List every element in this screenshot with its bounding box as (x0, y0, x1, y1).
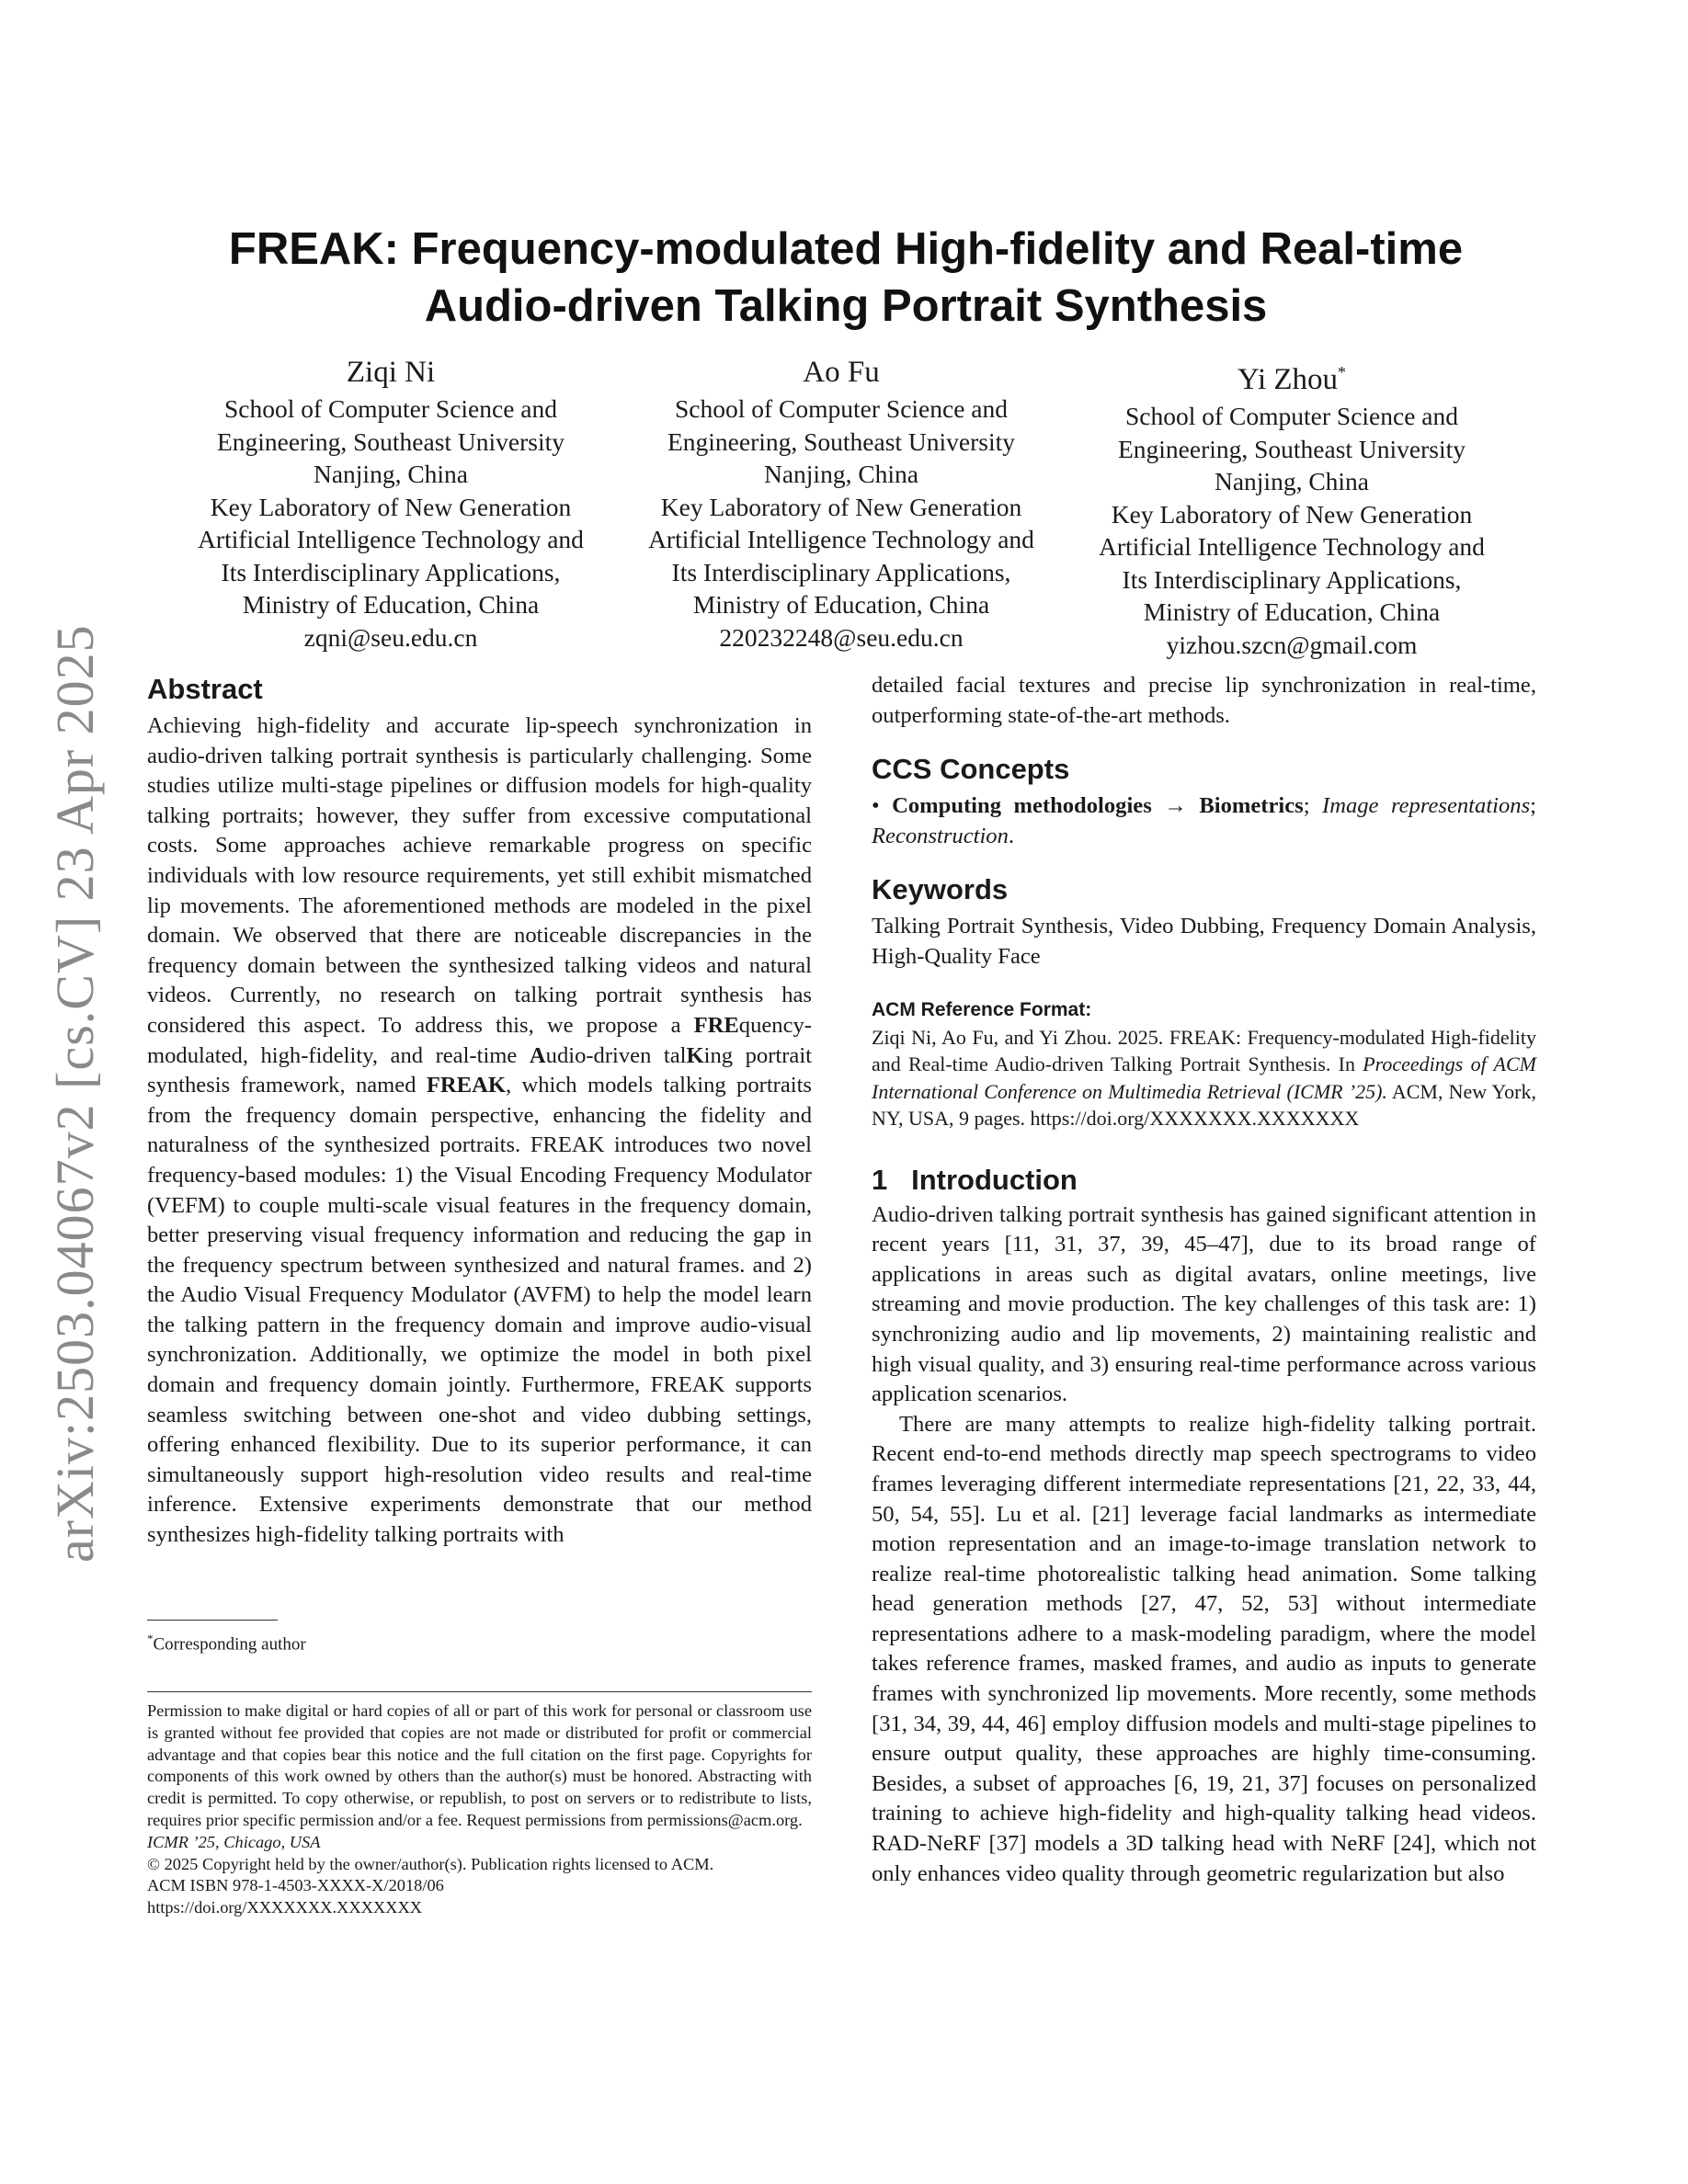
affiliation-line: Artificial Intelligence Technology and (198, 525, 584, 553)
abstract-segment: , which models talking portraits from the frequency domain perspective, enhancing the fidelity and naturalness of the synthesized portraits. FREAK introduces two novel frequency-based modules: 1) the Visual Encoding Frequency Modulator (VEFM) to couple multi-scale visual features in the frequency domain, better preserving visual frequency information and reducing the gap in the frequency spectrum between synthesized and natural frames. and 2) the Audio Visual Frequency Modulator (AVFM) to help the model learn the talking pattern in the frequency domain and improve audio-visual synchronization. Additionally, we optimize the model in both pixel domain and frequency domain jointly. Furthermore, FREAK supports seamless switching between one-shot and video dubbing settings, offering enhanced flexibility. Due to its superior performance, it can simultaneously support high-resolution video results and real-time inference. Extensive experiments demonstrate that our method synthesizes high-fidelity talking portraits with (147, 1073, 812, 1548)
keywords-heading: Keywords (872, 873, 1009, 906)
affiliation-line: Nanjing, China (763, 460, 919, 488)
ccs-sep: ; (1303, 793, 1323, 819)
footnote (147, 1627, 306, 1656)
acm-ref-italic: Proceedings of ACM International Conference on Multimedia Retrieval (ICMR ’25). (872, 1052, 1536, 1103)
doi: https://doi.org/XXXXXXX.XXXXXXX (147, 1898, 423, 1917)
author-email: yizhou.szcn@gmail.com (1166, 630, 1418, 659)
affiliation-line: Ministry of Education, China (692, 590, 990, 619)
isbn: ACM ISBN 978-1-4503-XXXX-X/2018/06 (147, 1876, 444, 1895)
abstract-text (147, 711, 812, 1551)
abstract-continued: detailed facial textures and precise lip synchronization in real-time, outperforming state-of-the-art methods. (872, 673, 1536, 728)
author-name: Ao Fu (803, 356, 880, 389)
ccs-italic: Image representations (1322, 793, 1531, 819)
ccs-concepts (872, 791, 1536, 851)
affiliation-line: School of Computer Science and (675, 394, 1008, 423)
affiliation-line: School of Computer Science and (1125, 402, 1458, 430)
footnote-divider (147, 1620, 278, 1621)
affiliation-line: Its Interdisciplinary Applications, (1122, 564, 1462, 594)
ccs-heading: CCS Concepts (872, 753, 1070, 786)
affiliation-line: Its Interdisciplinary Applications, (671, 557, 1011, 586)
footnote-text: Corresponding author (153, 1634, 306, 1655)
affiliation-line: Nanjing, China (313, 460, 469, 488)
affiliation-line: School of Computer Science and (224, 394, 557, 423)
permission-notice (147, 1701, 812, 1919)
affiliation-line: Ministry of Education, China (242, 590, 540, 619)
author-block-1 (175, 352, 607, 654)
author-name-row (1076, 352, 1508, 400)
footnote-mark: * (147, 1632, 154, 1645)
author-block-3 (1076, 352, 1508, 661)
abstract-segment: Achieving high-fidelity and accurate lip-speech synchronization in audio-driven talking portrait synthesis is particularly challenging. Some studies utilize multi-stage pipelines or diffusion models for high-quality talking portraits; however, they suffer from excessive computational costs. Some approaches achieve remarkable progress on specific individuals with low resource requirements, yet still exhibit mismatched lip movements. The aforementioned methods are modeled in the pixel domain. We observed that there are noticeable discrepancies in the frequency domain between the synthesized talking videos and natural videos. Currently, no research on talking portrait synthesis has considered this aspect. To address this, we propose a (147, 713, 812, 1038)
affiliation-line: Engineering, Southeast University (667, 427, 1016, 456)
affiliation-line: Key Laboratory of New Generation (210, 492, 572, 521)
abstract-segment: ing portrait synthesis framework, named (147, 1042, 812, 1098)
abstract-bold: K (686, 1042, 704, 1068)
affiliation-line: Key Laboratory of New Generation (1111, 499, 1473, 529)
intro-heading: 1 Introduction (872, 1163, 1078, 1196)
author-name: Yi Zhou (1237, 363, 1339, 396)
paper-title (147, 221, 1545, 335)
permission-divider (147, 1691, 812, 1692)
abstract-segment: udio-driven tal (545, 1042, 687, 1068)
affiliation-line: Engineering, Southeast University (1117, 434, 1466, 463)
acm-ref-heading: ACM Reference Format: (872, 998, 1092, 1020)
venue: ICMR ’25, Chicago, USA (147, 1832, 321, 1851)
affiliation-line: Artificial Intelligence Technology and (648, 525, 1034, 553)
abstract-segment: quency-modulated, high-fidelity, and real-time (147, 1012, 812, 1068)
affiliation-line: Ministry of Education, China (1143, 597, 1441, 626)
ccs-bold: Computing methodologies (892, 793, 1152, 819)
title-line-2: Audio-driven Talking Portrait Synthesis (424, 281, 1268, 331)
arxiv-identifier: arXiv:2503.04067v2 [cs.CV] 23 Apr 2025 (45, 624, 105, 1563)
left-column (147, 671, 812, 1551)
author-email: 220232248@seu.edu.cn (719, 622, 964, 652)
abstract-bold: FREAK (426, 1073, 506, 1098)
ccs-end: . (1008, 823, 1015, 848)
copyright: © 2025 Copyright held by the owner/author(s). Publication rights licensed to ACM. (147, 1854, 714, 1873)
abstract-bold: FRE (693, 1012, 739, 1038)
acm-ref-segment: ACM, New York, NY, USA, 9 pages. https://doi.org/XXXXXXX.XXXXXXX (872, 1079, 1536, 1131)
intro-paragraph-2: There are many attempts to realize high-fidelity talking portrait. Recent end-to-end methods directly map speech spectrograms to video frames leveraging different intermediate representations [21, 22, 33, 44, 50, 54, 55]. Lu et al. [21] leverage facial landmarks as intermediate motion representation and an image-to-image translation network to realize real-time photorealistic talking head animation. Some talking head generation methods [27, 47, 52, 53] without intermediate representations adhere to a mask-modeling paradigm, where the model takes reference frames, masked frames, and audio as inputs to generate frames with synchronized lip movements. More recently, some methods [31, 34, 39, 44, 46] employ diffusion models and multi-stage pipelines to ensure output quality, these approaches are highly time-consuming. Besides, a subset of approaches [6, 19, 21, 37] focuses on personalized training to achieve high-fidelity and high-quality talking head videos. RAD-NeRF [37] models a 3D talking head with NeRF [24], which not only enhances video quality through geometric regularization but also (872, 1411, 1536, 1886)
affiliation-line: Its Interdisciplinary Applications, (221, 557, 561, 586)
keywords-text: Talking Portrait Synthesis, Video Dubbing, Frequency Domain Analysis, High-Quality Face (872, 914, 1536, 969)
abstract-bold: A (529, 1042, 546, 1068)
affiliation-line: Key Laboratory of New Generation (660, 492, 1022, 521)
ccs-bold: Biometrics (1199, 793, 1304, 819)
acm-ref-text (872, 1024, 1536, 1132)
ccs-arrow: → (1151, 793, 1200, 819)
abstract-heading: Abstract (147, 673, 263, 705)
author-name: Ziqi Ni (346, 356, 436, 389)
right-column (872, 671, 1536, 1889)
intro-paragraph-1: Audio-driven talking portrait synthesis has gained significant attention in recent years [11, 31, 37, 39, 45–47], due to its broad range of applications in areas such as digital avatars, online meetings, live streaming and movie production. The key challenges of this task are: 1) synchronizing audio and lip movements, 2) maintaining realistic and high visual quality, and 3) ensuring real-time performance across various application scenarios. (872, 1201, 1536, 1407)
ccs-bullet: • (872, 793, 893, 819)
affiliation-line: Nanjing, China (1214, 467, 1370, 495)
affiliation-line: Engineering, Southeast University (216, 427, 565, 456)
author-block-2 (625, 352, 1057, 654)
ccs-sep: ; (1530, 793, 1536, 819)
acm-ref-segment: Ziqi Ni, Ao Fu, and Yi Zhou. 2025. FREAK: Frequency-modulated High-fidelity and Real-time Audio-driven Talking Portrait Synthesis. In (872, 1025, 1536, 1076)
affiliation-line: Artificial Intelligence Technology and (1099, 532, 1485, 561)
title-line-1: FREAK: Frequency-modulated High-fidelity and Real-time (228, 224, 1464, 274)
permission-text: Permission to make digital or hard copies of all or part of this work for personal or classroom use is granted without fee provided that copies are not made or distributed for profit or commercial advantage and that copies bear this notice and the full citation on the first page. Copyrights for components of this work owned by others than the author(s) must be honored. Abstracting with credit is permitted. To copy otherwise, or republish, to post on servers or to redistribute to lists, requires prior specific permission and/or a fee. Request permissions from permissions@acm.org. (147, 1701, 812, 1829)
author-email: zqni@seu.edu.cn (303, 622, 478, 652)
corresponding-mark: * (1338, 363, 1347, 381)
ccs-italic: Reconstruction (872, 823, 1009, 848)
